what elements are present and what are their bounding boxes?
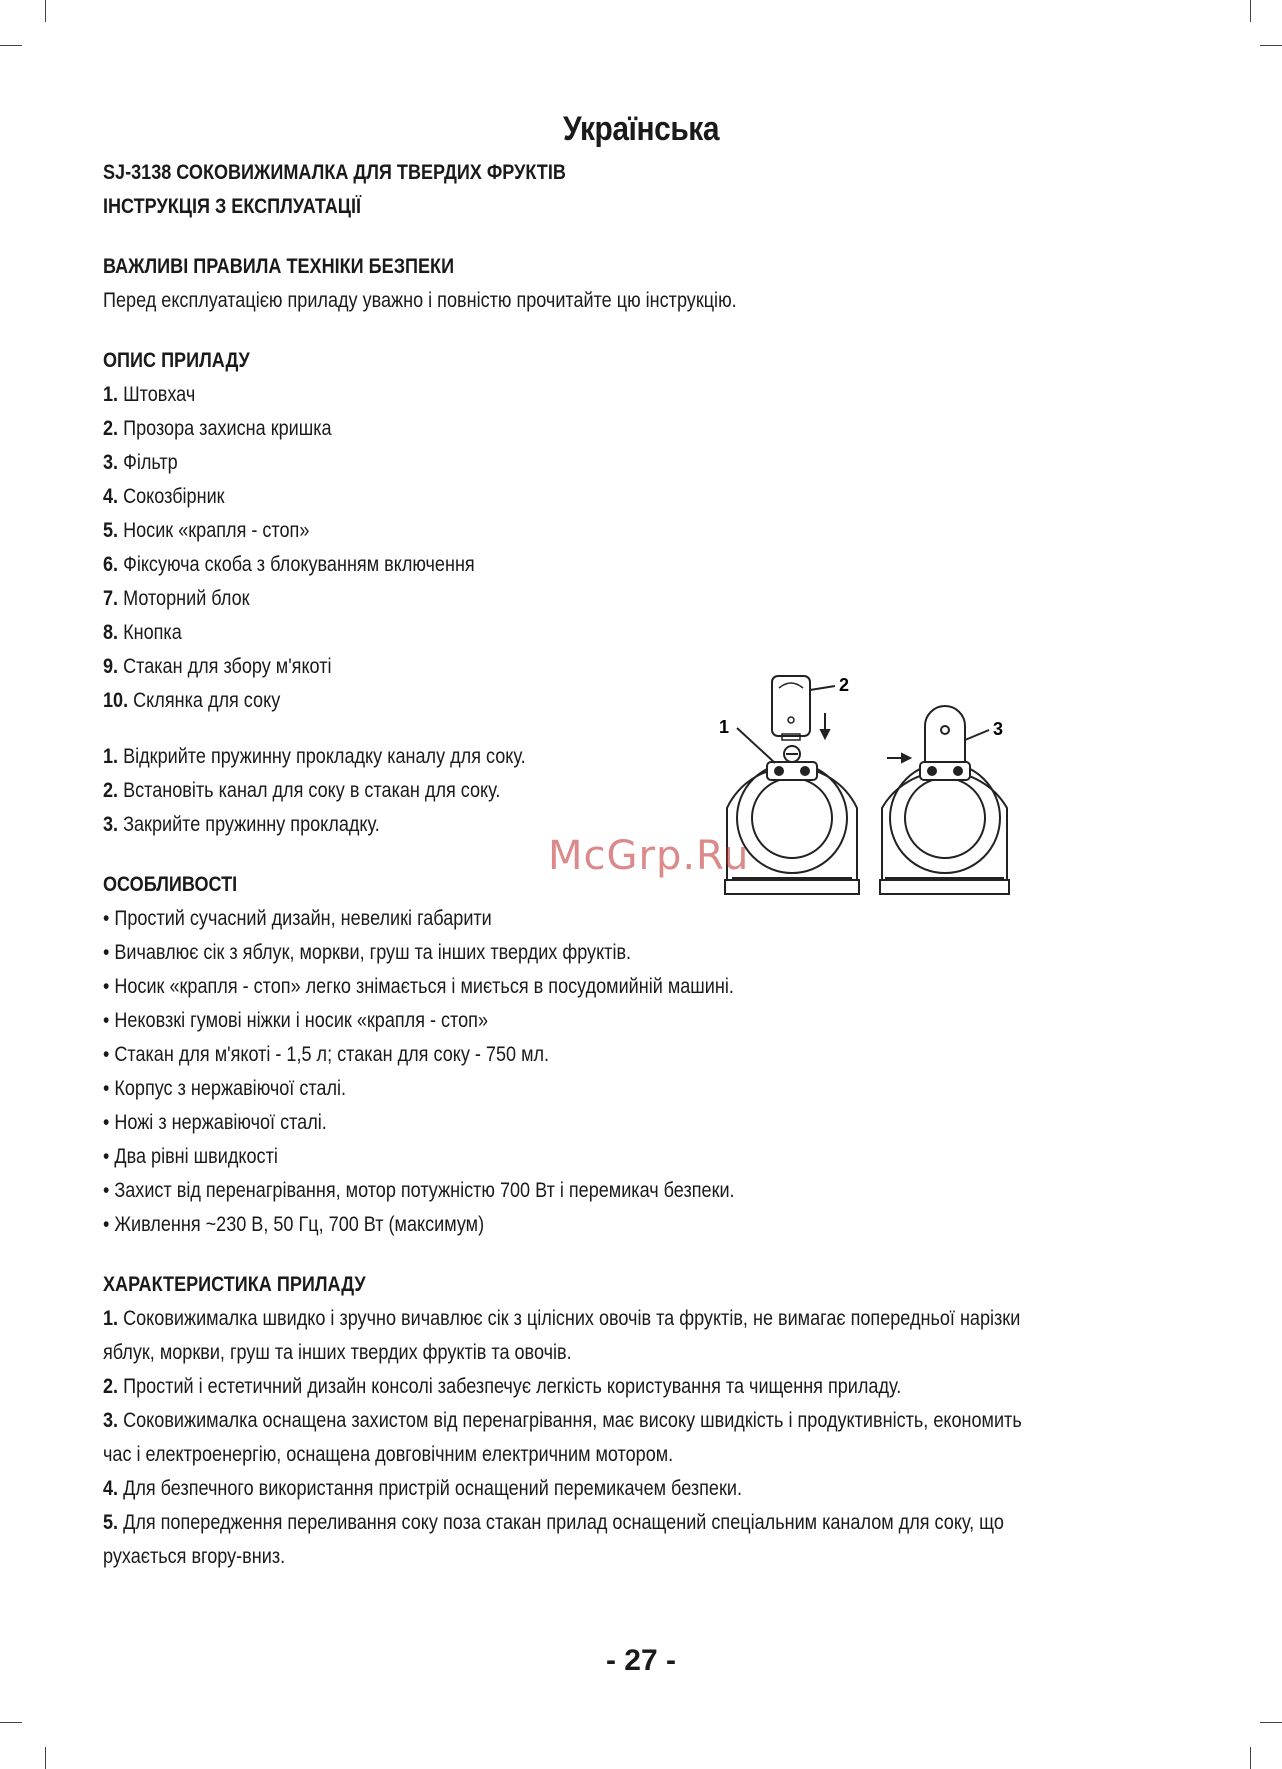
feature-item: • Нековзкі гумові ніжки і носик «крапля - стоп» [103, 1009, 488, 1032]
product-title: SJ-3138 СОКОВИЖИМАЛКА ДЛЯ ТВЕРДИХ ФРУКТІВ [103, 161, 566, 184]
list-item: 4. Сокозбірник [103, 485, 225, 508]
features-list [103, 902, 1183, 1242]
characteristic-line: яблук, моркви, груш та інших твердих фруктів та овочів. [103, 1341, 572, 1364]
juicer-right [880, 706, 1009, 894]
diagram-label-2: 2 [839, 675, 850, 695]
step-item: 3. Закрийте пружинну прокладку. [103, 813, 380, 836]
crop-mark [1260, 45, 1282, 46]
crop-mark [0, 45, 22, 46]
characteristics-list [103, 1302, 1183, 1574]
feature-item: • Носик «крапля - стоп» легко знімається і миється в посудомийній машині. [103, 975, 734, 998]
list-item: 10. Склянка для соку [103, 689, 281, 712]
feature-item: • Ножі з нержавіючої сталі. [103, 1111, 327, 1134]
characteristic-line: час і електроенергію, оснащена довговічним електричним мотором. [103, 1443, 674, 1466]
feature-item: • Корпус з нержавіючої сталі. [103, 1077, 347, 1100]
crop-mark [0, 1722, 22, 1723]
feature-item: • Простий сучасний дизайн, невеликі габарити [103, 907, 492, 930]
diagram-label-1: 1 [719, 717, 730, 737]
list-item: 7. Моторний блок [103, 587, 250, 610]
feature-item: • Стакан для м'якоті - 1,5 л; стакан для соку - 750 мл. [103, 1043, 550, 1066]
list-item: 2. Прозора захисна кришка [103, 417, 332, 440]
manual-title: ІНСТРУКЦІЯ З ЕКСПЛУАТАЦІЇ [103, 195, 361, 218]
step-item: 1. Відкрийте пружинну прокладку каналу для соку. [103, 745, 526, 768]
characteristic-line: 2. Простий і естетичний дизайн консолі забезпечує легкість користування та чищення приладу. [103, 1375, 902, 1398]
characteristics-heading: ХАРАКТЕРИСТИКА ПРИЛАДУ [103, 1273, 366, 1296]
characteristic-line: 3. Соковижималка оснащена захистом від перенагрівання, має високу швидкість і продуктивність, економить [103, 1409, 1022, 1432]
list-item: 6. Фіксуюча скоба з блокуванням включення [103, 553, 475, 576]
characteristic-line: 5. Для попередження переливання соку поза стакан прилад оснащений спеціальним каналом для соку, що [103, 1511, 1004, 1534]
crop-mark [1260, 1722, 1282, 1723]
safety-heading: ВАЖЛИВІ ПРАВИЛА ТЕХНІКИ БЕЗПЕКИ [103, 255, 455, 278]
crop-mark [1250, 0, 1251, 22]
crop-mark [45, 0, 46, 22]
watermark: McGrp.Ru [548, 833, 750, 879]
feature-item: • Вичавлює сік з яблук, моркви, груш та інших твердих фруктів. [103, 941, 632, 964]
feature-item: • Два рівні швидкості [103, 1145, 278, 1168]
list-item: 3. Фільтр [103, 451, 178, 474]
features-heading: ОСОБЛИВОСТІ [103, 873, 238, 896]
safety-text: Перед експлуатацією приладу уважно і повністю прочитайте цю інструкцію. [103, 289, 737, 312]
diagram-label-3: 3 [993, 719, 1004, 739]
feature-item: • Живлення ~230 В, 50 Гц, 700 Вт (максимум) [103, 1213, 485, 1236]
list-item: 8. Кнопка [103, 621, 182, 644]
feature-item: • Захист від перенагрівання, мотор потужністю 700 Вт і перемикач безпеки. [103, 1179, 735, 1202]
characteristic-line: 4. Для безпечного використання пристрій оснащений перемикачем безпеки. [103, 1477, 742, 1500]
characteristic-line: рухається вгору-вниз. [103, 1545, 286, 1568]
parts-list [103, 378, 1183, 718]
crop-mark [45, 1747, 46, 1769]
characteristic-line: 1. Соковижималка швидко і зручно вичавлює сік з цілісних овочів та фруктів, не вимагає попередньої нарізки [103, 1307, 1021, 1330]
language-heading: Українська [562, 110, 720, 148]
description-heading: ОПИС ПРИЛАДУ [103, 349, 250, 372]
list-item: 1. Штовхач [103, 383, 196, 406]
step-item: 2. Встановіть канал для соку в стакан для соку. [103, 779, 501, 802]
crop-mark [1250, 1747, 1251, 1769]
page-number: - 27 - [605, 1644, 677, 1677]
list-item: 5. Носик «крапля - стоп» [103, 519, 310, 542]
list-item: 9. Стакан для збору м'якоті [103, 655, 332, 678]
